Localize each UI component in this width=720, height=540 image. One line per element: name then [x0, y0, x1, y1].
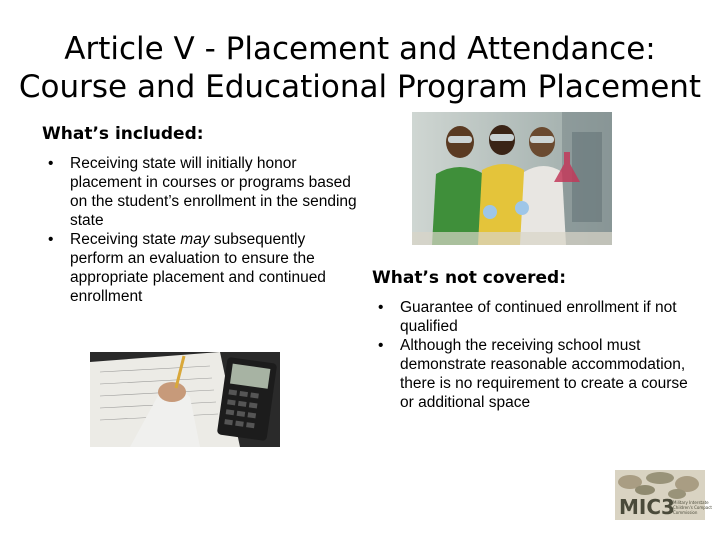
- not-covered-bullet-1: • Guarantee of continued enrollment if not qualified: [372, 298, 692, 336]
- mic3-logo: [615, 470, 712, 520]
- slide-title-line-2: Course and Educational Program Placement: [18, 69, 702, 105]
- slide-title: [0, 30, 720, 106]
- not-covered-heading: What’s not covered:: [372, 268, 567, 288]
- not-covered-list: [372, 298, 692, 412]
- svg-text:Children's Compact: Children's Compact: [673, 505, 712, 510]
- svg-text:MIC3: MIC3: [619, 495, 675, 519]
- slide-title-line-1: Article V - Placement and Attendance:: [64, 31, 656, 67]
- included-list: [42, 154, 362, 306]
- included-bullet-2: • Receiving state may subsequently perform an evaluation to ensure the appropriate placement and continued enrollment: [42, 230, 362, 306]
- not-covered-bullet-2: • Although the receiving school must demonstrate reasonable accommodation, there is no requirement to create a course or additional space: [372, 336, 692, 412]
- included-bullet-1: • Receiving state will initially honor placement in courses or programs based on the student’s enrollment in the sending state: [42, 154, 362, 230]
- lab-students-photo: [412, 112, 612, 245]
- student-calculator-photo: [90, 352, 280, 447]
- svg-text:Military Interstate: Military Interstate: [673, 500, 709, 505]
- svg-text:Commission: Commission: [673, 510, 698, 515]
- included-heading: What’s included:: [42, 124, 204, 144]
